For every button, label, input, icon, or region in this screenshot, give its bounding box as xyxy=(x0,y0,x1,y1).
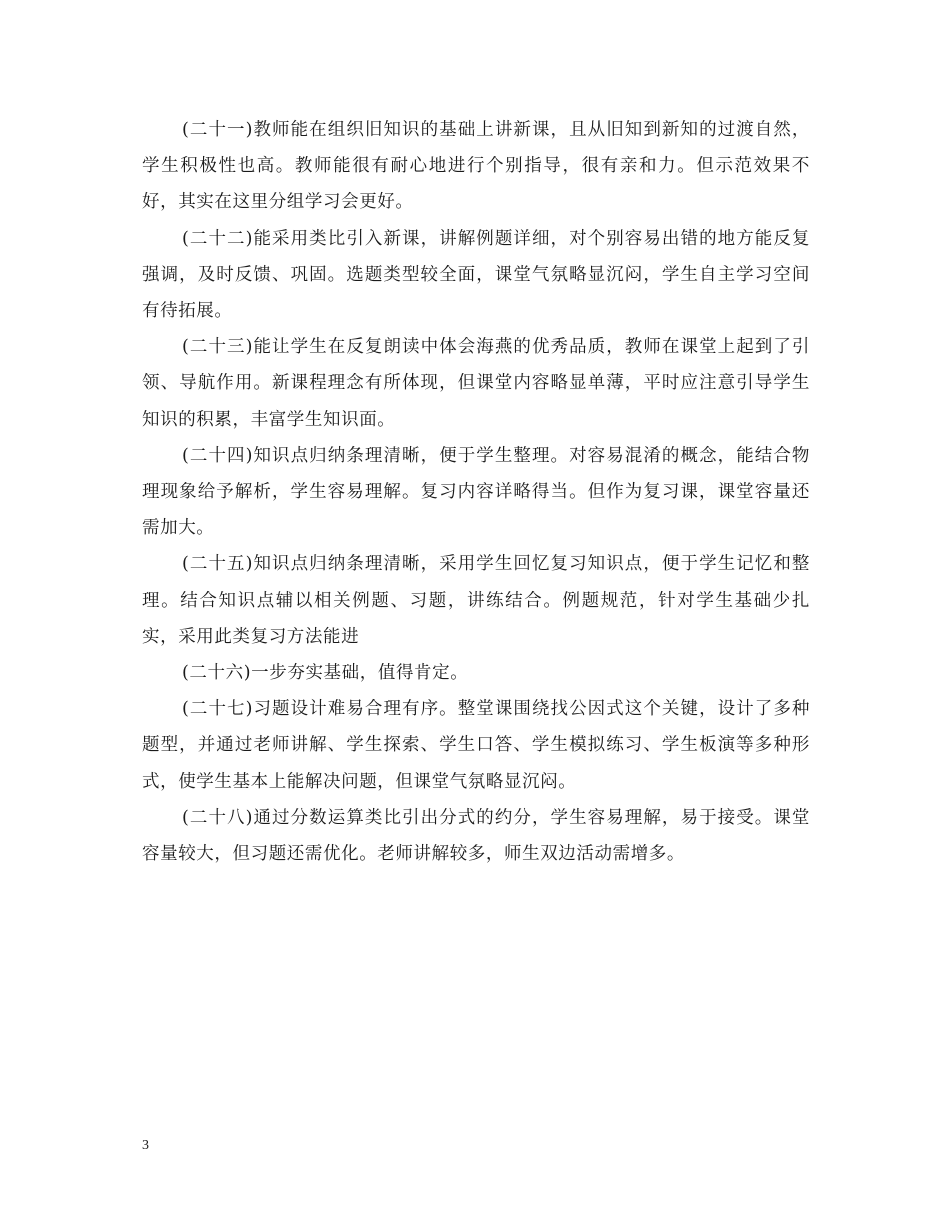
paragraph-25: (二十五)知识点归纳条理清晰，采用学生回忆复习知识点，便于学生记忆和整理。结合知识点辅以相关例题、习题，讲练结合。例题规范，针对学生基础少扎实，采用此类复习方法能进 xyxy=(142,554,810,647)
paragraph-21: (二十一)教师能在组织旧知识的基础上讲新课，且从旧知到新知的过渡自然，学生积极性也高。教师能很有耐心地进行个别指导，很有亲和力。但示范效果不好，其实在这里分组学习会更好。 xyxy=(142,120,810,213)
paragraph-24: (二十四)知识点归纳条理清晰，便于学生整理。对容易混淆的概念，能结合物理现象给予解析，学生容易理解。复习内容详略得当。但作为复习课，课堂容量还需加大。 xyxy=(142,445,810,539)
page-number: 3 xyxy=(142,1138,149,1153)
paragraph-28: (二十八)通过分数运算类比引出分式的约分，学生容易理解，易于接受。课堂容量较大，但习题还需优化。老师讲解较多，师生双边活动需增多。 xyxy=(142,807,810,865)
paragraph-23: (二十三)能让学生在反复朗读中体会海燕的优秀品质，教师在课堂上起到了引领、导航作用。新课程理念有所体现，但课堂内容略显单薄，平时应注意引导学生知识的积累，丰富学生知识面。 xyxy=(142,337,810,430)
paragraph-27: (二十七)习题设计难易合理有序。整堂课围绕找公因式这个关键，设计了多种题型，并通过老师讲解、学生探索、学生口答、学生模拟练习、学生板演等多种形式，使学生基本上能解决问题，但课堂气氛略显沉闷。 xyxy=(142,699,810,792)
paragraph-22: (二十二)能采用类比引入新课，讲解例题详细，对个别容易出错的地方能反复强调，及时反馈、巩固。选题类型较全面，课堂气氛略显沉闷，学生自主学习空间有待拓展。 xyxy=(142,228,810,322)
body-text xyxy=(142,112,810,872)
paragraph-26: (二十六)一步夯实基础，值得肯定。 xyxy=(182,663,469,684)
